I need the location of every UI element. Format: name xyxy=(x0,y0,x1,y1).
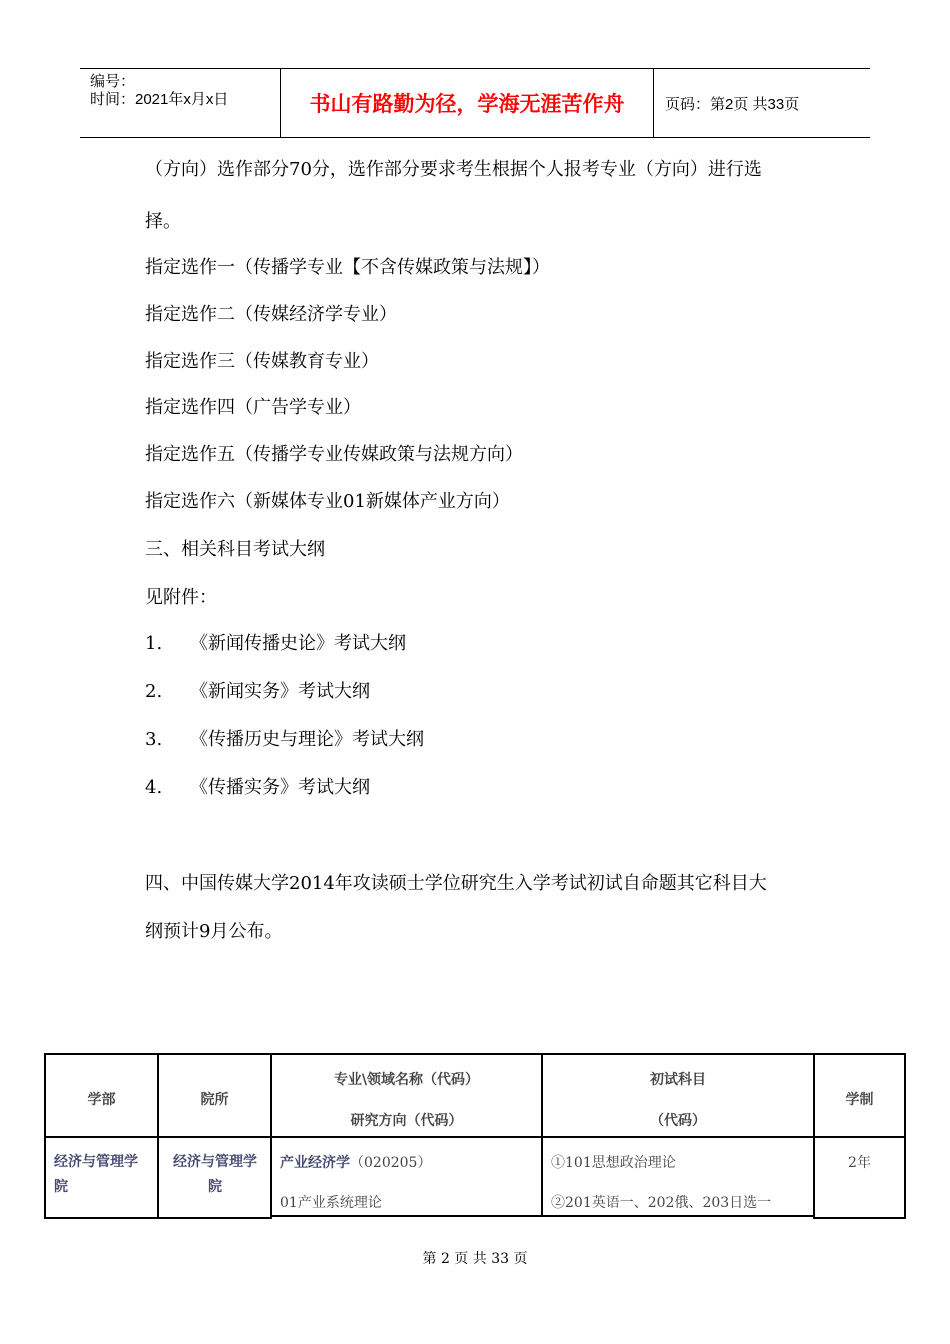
table-cell-institute: 经济与管理学院 xyxy=(157,1136,272,1219)
major-code: （020205） xyxy=(350,1155,432,1171)
table-cell-major xyxy=(270,1136,543,1217)
outline-number: 4. xyxy=(145,777,163,798)
elective-item: 指定选作六（新媒体专业01新媒体产业方向） xyxy=(145,491,510,512)
outline-title: 《传播实务》考试大纲 xyxy=(190,777,370,798)
research-direction: 01产业系统理论 xyxy=(280,1195,382,1211)
header-page-info: 页码：第2页 共33页 xyxy=(665,95,800,113)
table-cell-duration: 2年 xyxy=(813,1136,906,1219)
header-number-label: 编号： xyxy=(90,73,136,90)
major-name: 产业经济学 xyxy=(280,1155,350,1171)
header-time-label: 时间：2021年x月x日 xyxy=(90,91,229,108)
header-meta xyxy=(80,69,281,137)
table-header-cell: 专业\领域名称（代码） 研究方向（代码） xyxy=(270,1053,543,1138)
table-header-cell: 初试科目 （代码） xyxy=(541,1053,815,1138)
table-cell-exam xyxy=(541,1136,815,1217)
table-header-cell: 院所 xyxy=(157,1053,272,1138)
paragraph-line: 纲预计9月公布。 xyxy=(145,921,283,942)
exam-subject: ①101思想政治理论 xyxy=(551,1155,676,1171)
outline-number: 2. xyxy=(145,681,163,702)
section-heading: 四、中国传媒大学2014年攻读硕士学位研究生入学考试初试自命题其它科目大 xyxy=(145,873,767,894)
page-header xyxy=(80,68,870,138)
outline-number: 3. xyxy=(145,729,163,750)
table-header-cell: 学制 xyxy=(813,1053,906,1138)
outline-title: 《新闻传播史论》考试大纲 xyxy=(190,633,406,654)
attachment-label: 见附件： xyxy=(145,587,217,608)
outline-number: 1. xyxy=(145,633,163,654)
table-cell-dept: 经济与管理学院 xyxy=(44,1136,159,1219)
elective-item: 指定选作五（传播学专业传媒政策与法规方向） xyxy=(145,444,523,465)
elective-item: 指定选作三（传媒教育专业） xyxy=(145,351,379,372)
paragraph-line: （方向）选作部分70分，选作部分要求考生根据个人报考专业（方向）进行选 xyxy=(145,159,762,180)
elective-item: 指定选作一（传播学专业【不含传媒政策与法规】） xyxy=(145,257,550,278)
table-header-cell: 学部 xyxy=(44,1053,159,1138)
admissions-table xyxy=(44,1053,906,1219)
elective-item: 指定选作二（传媒经济学专业） xyxy=(145,304,397,325)
page-footer: 第 2 页 共 33 页 xyxy=(422,1251,528,1267)
outline-title: 《新闻实务》考试大纲 xyxy=(190,681,370,702)
section-heading: 三、相关科目考试大纲 xyxy=(145,539,325,560)
paragraph-line: 择。 xyxy=(145,211,181,232)
exam-subject: ②201英语一、202俄、203日选一 xyxy=(551,1195,772,1211)
elective-item: 指定选作四（广告学专业） xyxy=(145,397,361,418)
outline-title: 《传播历史与理论》考试大纲 xyxy=(190,729,424,750)
header-motto: 书山有路勤为径，学海无涯苦作舟 xyxy=(281,69,654,137)
